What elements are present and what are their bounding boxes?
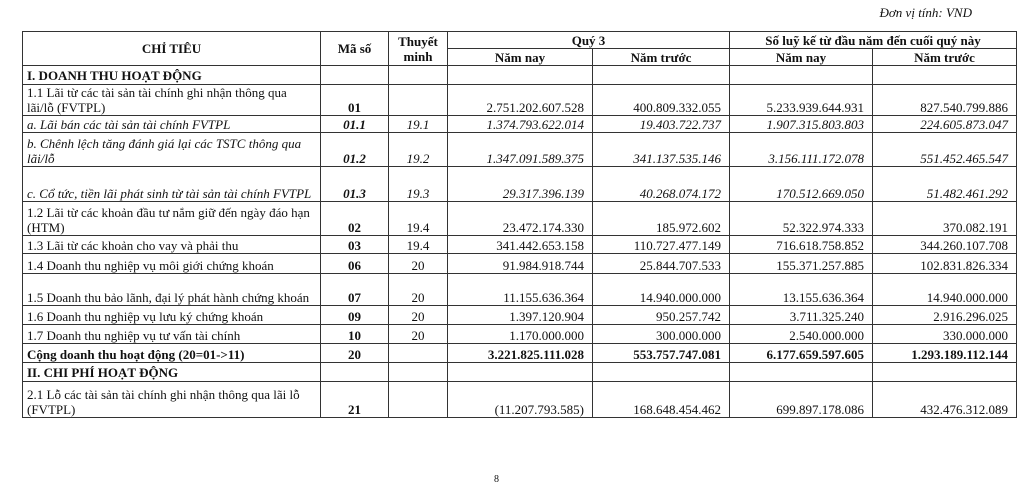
q3-nam-truoc-value: 19.403.722.737 <box>593 116 730 133</box>
header-thuyet-minh-line1: Thuyết <box>398 33 438 49</box>
row-note: 19.4 <box>389 202 448 236</box>
table-row <box>23 382 1017 418</box>
row-code: 03 <box>321 236 389 254</box>
lk-nam-truoc-value: 14.940.000.000 <box>873 274 1017 306</box>
table-body <box>23 66 1017 418</box>
empty-cell <box>730 66 873 85</box>
row-code: 10 <box>321 325 389 344</box>
lk-nam-truoc-value: 2.916.296.025 <box>873 306 1017 325</box>
table-row <box>23 344 1017 363</box>
row-label: 1.3 Lãi từ các khoản cho vay và phải thu <box>23 236 321 254</box>
header-luy-ke: Số luỹ kế từ đầu năm đến cuối quý này <box>730 32 1017 49</box>
q3-nam-truoc-value: 40.268.074.172 <box>593 167 730 202</box>
empty-cell <box>593 66 730 85</box>
row-label: 1.6 Doanh thu nghiệp vụ lưu ký chứng khoán <box>23 306 321 325</box>
header-q3-nam-nay: Năm nay <box>448 49 593 66</box>
row-note: 19.3 <box>389 167 448 202</box>
table-row <box>23 133 1017 167</box>
page-mark: 8 <box>494 474 499 485</box>
table-row <box>23 325 1017 344</box>
row-note: 20 <box>389 325 448 344</box>
row-note: 19.4 <box>389 236 448 254</box>
row-code: 21 <box>321 382 389 418</box>
lk-nam-nay-value: 1.907.315.803.803 <box>730 116 873 133</box>
header-ma-so: Mã số <box>321 32 389 66</box>
lk-nam-truoc-value: 1.293.189.112.144 <box>873 344 1017 363</box>
empty-cell <box>389 66 448 85</box>
row-code: 09 <box>321 306 389 325</box>
row-label: 1.5 Doanh thu bảo lãnh, đại lý phát hành chứng khoán <box>23 274 321 306</box>
q3-nam-truoc-value: 168.648.454.462 <box>593 382 730 418</box>
q3-nam-truoc-value: 110.727.477.149 <box>593 236 730 254</box>
table-row <box>23 306 1017 325</box>
unit-note: Đơn vị tính: VND <box>879 5 972 20</box>
row-note: 20 <box>389 254 448 274</box>
row-code: 01.3 <box>321 167 389 202</box>
row-note <box>389 344 448 363</box>
q3-nam-truoc-value: 553.757.747.081 <box>593 344 730 363</box>
header-thuyet-minh <box>389 32 448 66</box>
lk-nam-nay-value: 52.322.974.333 <box>730 202 873 236</box>
q3-nam-nay-value: 23.472.174.330 <box>448 202 593 236</box>
table-row <box>23 254 1017 274</box>
q3-nam-nay-value: 1.397.120.904 <box>448 306 593 325</box>
lk-nam-nay-value: 699.897.178.086 <box>730 382 873 418</box>
income-statement-table <box>22 31 1017 418</box>
row-code: 02 <box>321 202 389 236</box>
table-row <box>23 167 1017 202</box>
empty-cell <box>448 363 593 382</box>
section-row <box>23 363 1017 382</box>
empty-cell <box>873 363 1017 382</box>
table-row <box>23 116 1017 133</box>
empty-cell <box>873 66 1017 85</box>
row-note <box>389 85 448 116</box>
row-label: a. Lãi bán các tài sản tài chính FVTPL <box>23 116 321 133</box>
q3-nam-truoc-value: 300.000.000 <box>593 325 730 344</box>
q3-nam-nay-value: 1.347.091.589.375 <box>448 133 593 167</box>
row-label: 1.1 Lãi từ các tài sản tài chính ghi nhận thông qua lãi/lỗ (FVTPL) <box>23 85 321 116</box>
lk-nam-truoc-value: 224.605.873.047 <box>873 116 1017 133</box>
q3-nam-truoc-value: 14.940.000.000 <box>593 274 730 306</box>
lk-nam-nay-value: 2.540.000.000 <box>730 325 873 344</box>
lk-nam-nay-value: 170.512.669.050 <box>730 167 873 202</box>
row-code: 20 <box>321 344 389 363</box>
table-row <box>23 202 1017 236</box>
section-row <box>23 66 1017 85</box>
empty-cell <box>321 363 389 382</box>
row-note <box>389 382 448 418</box>
row-label: b. Chênh lệch tăng đánh giá lại các TSTC thông qua lãi/lỗ <box>23 133 321 167</box>
lk-nam-nay-value: 5.233.939.644.931 <box>730 85 873 116</box>
q3-nam-nay-value: 11.155.636.364 <box>448 274 593 306</box>
q3-nam-nay-value: (11.207.793.585) <box>448 382 593 418</box>
table-row <box>23 85 1017 116</box>
row-label: c. Cổ tức, tiền lãi phát sinh từ tài sản tài chính FVTPL <box>23 167 321 202</box>
lk-nam-nay-value: 3.711.325.240 <box>730 306 873 325</box>
lk-nam-truoc-value: 330.000.000 <box>873 325 1017 344</box>
empty-cell <box>389 363 448 382</box>
empty-cell <box>448 66 593 85</box>
row-code: 01.1 <box>321 116 389 133</box>
q3-nam-nay-value: 1.170.000.000 <box>448 325 593 344</box>
row-label: 2.1 Lỗ các tài sản tài chính ghi nhận thông qua lãi lỗ (FVTPL) <box>23 382 321 418</box>
row-code: 01 <box>321 85 389 116</box>
empty-cell <box>321 66 389 85</box>
row-label: 1.7 Doanh thu nghiệp vụ tư vấn tài chính <box>23 325 321 344</box>
lk-nam-truoc-value: 551.452.465.547 <box>873 133 1017 167</box>
row-code: 06 <box>321 254 389 274</box>
header-lk-nam-nay: Năm nay <box>730 49 873 66</box>
lk-nam-nay-value: 155.371.257.885 <box>730 254 873 274</box>
row-code: 01.2 <box>321 133 389 167</box>
q3-nam-truoc-value: 25.844.707.533 <box>593 254 730 274</box>
lk-nam-truoc-value: 51.482.461.292 <box>873 167 1017 202</box>
lk-nam-nay-value: 13.155.636.364 <box>730 274 873 306</box>
q3-nam-truoc-value: 400.809.332.055 <box>593 85 730 116</box>
lk-nam-nay-value: 6.177.659.597.605 <box>730 344 873 363</box>
row-note: 20 <box>389 274 448 306</box>
lk-nam-truoc-value: 344.260.107.708 <box>873 236 1017 254</box>
header-quy3: Quý 3 <box>448 32 730 49</box>
q3-nam-truoc-value: 950.257.742 <box>593 306 730 325</box>
section-label: I. DOANH THU HOẠT ĐỘNG <box>23 66 321 85</box>
lk-nam-nay-value: 3.156.111.172.078 <box>730 133 873 167</box>
row-note: 19.2 <box>389 133 448 167</box>
q3-nam-nay-value: 341.442.653.158 <box>448 236 593 254</box>
q3-nam-truoc-value: 185.972.602 <box>593 202 730 236</box>
row-code: 07 <box>321 274 389 306</box>
header-chi-tieu: CHỈ TIÊU <box>23 32 321 66</box>
q3-nam-nay-value: 3.221.825.111.028 <box>448 344 593 363</box>
row-note: 20 <box>389 306 448 325</box>
row-label: Cộng doanh thu hoạt động (20=01->11) <box>23 344 321 363</box>
row-label: 1.4 Doanh thu nghiệp vụ môi giới chứng khoán <box>23 254 321 274</box>
lk-nam-truoc-value: 370.082.191 <box>873 202 1017 236</box>
q3-nam-nay-value: 91.984.918.744 <box>448 254 593 274</box>
table-row <box>23 274 1017 306</box>
lk-nam-truoc-value: 102.831.826.334 <box>873 254 1017 274</box>
header-q3-nam-truoc: Năm trước <box>593 49 730 66</box>
header-lk-nam-truoc: Năm trước <box>873 49 1017 66</box>
q3-nam-nay-value: 29.317.396.139 <box>448 167 593 202</box>
q3-nam-nay-value: 2.751.202.607.528 <box>448 85 593 116</box>
empty-cell <box>730 363 873 382</box>
q3-nam-truoc-value: 341.137.535.146 <box>593 133 730 167</box>
section-label: II. CHI PHÍ HOẠT ĐỘNG <box>23 363 321 382</box>
header-thuyet-minh-line2: minh <box>403 48 433 64</box>
empty-cell <box>593 363 730 382</box>
row-note: 19.1 <box>389 116 448 133</box>
q3-nam-nay-value: 1.374.793.622.014 <box>448 116 593 133</box>
table-row <box>23 236 1017 254</box>
lk-nam-nay-value: 716.618.758.852 <box>730 236 873 254</box>
lk-nam-truoc-value: 827.540.799.886 <box>873 85 1017 116</box>
lk-nam-truoc-value: 432.476.312.089 <box>873 382 1017 418</box>
row-label: 1.2 Lãi từ các khoản đầu tư nắm giữ đến ngày đáo hạn (HTM) <box>23 202 321 236</box>
